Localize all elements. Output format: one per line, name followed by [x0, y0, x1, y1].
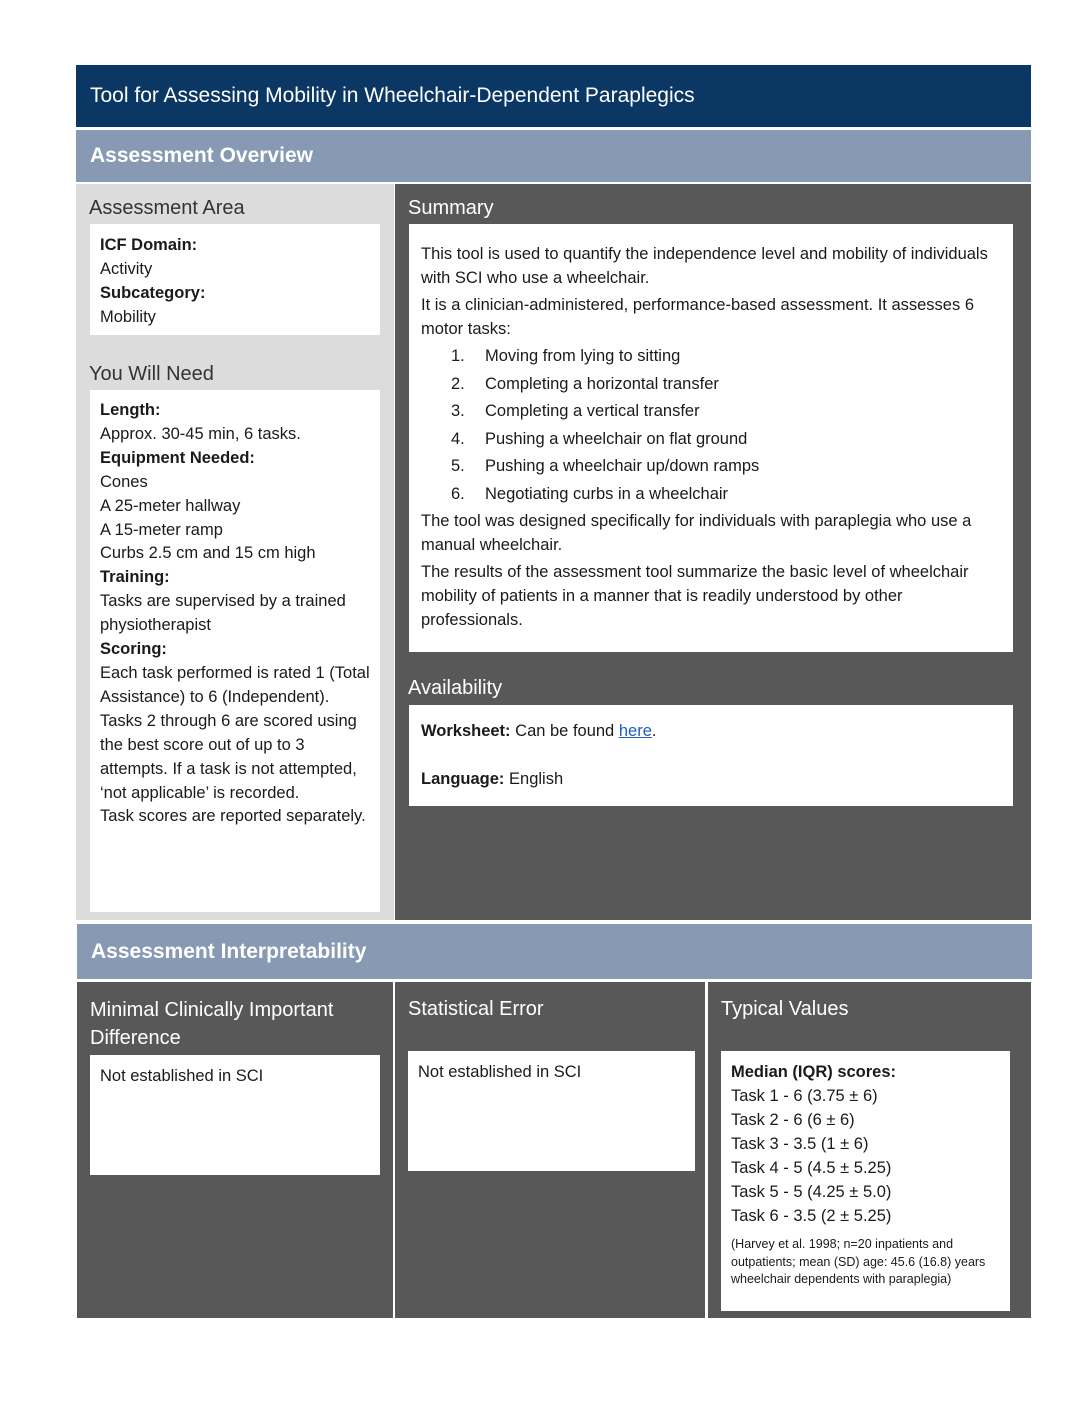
summary-box: [409, 224, 1013, 652]
icf-domain-label: ICF Domain:: [100, 236, 198, 254]
typical-value-row: Task 5 - 5 (4.25 ± 5.0): [731, 1183, 892, 1201]
list-item: 2. Completing a horizontal transfer: [451, 374, 719, 393]
summary-paragraph: The tool was designed specifically for individuals with paraplegia who use a manual wheelchair.: [421, 512, 972, 554]
worksheet-link[interactable]: here: [618, 722, 652, 740]
list-item: 4. Pushing a wheelchair on flat ground: [451, 429, 748, 448]
statistical-error-heading: Statistical Error: [408, 998, 544, 1020]
assessment-area-heading: Assessment Area: [89, 197, 245, 219]
page-title: Tool for Assessing Mobility in Wheelchair-Dependent Paraplegics: [76, 65, 1031, 127]
mcid-box: [90, 1055, 380, 1175]
typical-value-row: Task 4 - 5 (4.5 ± 5.25): [731, 1159, 892, 1177]
summary-heading: Summary: [408, 197, 494, 219]
typical-value-row: Task 6 - 3.5 (2 ± 5.25): [731, 1207, 892, 1225]
statistical-error-value: Not established in SCI: [418, 1063, 582, 1081]
training-label: Training:: [100, 568, 170, 587]
you-will-need-heading: You Will Need: [89, 363, 214, 385]
you-will-need-box: [90, 390, 380, 912]
equipment-item: Cones: [100, 472, 148, 491]
scoring-label: Scoring:: [100, 640, 167, 659]
list-item: 3. Completing a vertical transfer: [451, 402, 700, 420]
list-item: 1. Moving from lying to sitting: [451, 347, 681, 365]
motor-task-list: [421, 344, 1001, 506]
typical-values-citation: (Harvey et al. 1998; n=20 inpatients and outpatients; mean (SD) age: 45.6 (16.8) years wheelchair dependents with paraplegia): [731, 1237, 986, 1286]
equipment-item: Curbs 2.5 cm and 15 cm high: [100, 544, 316, 563]
language-line: Language: English: [421, 770, 564, 788]
length-label: Length:: [100, 401, 161, 419]
list-item: 6. Negotiating curbs in a wheelchair: [451, 484, 729, 503]
section-heading-interpretability: Assessment Interpretability: [77, 924, 1032, 979]
icf-domain-value: Activity: [100, 260, 153, 278]
mcid-value: Not established in SCI: [100, 1067, 264, 1085]
subcategory-value: Mobility: [100, 308, 156, 326]
equipment-label: Equipment Needed:: [100, 448, 255, 467]
typical-values-heading: Typical Values: [721, 998, 849, 1020]
availability-box: [409, 705, 1013, 806]
typical-value-row: Task 3 - 3.5 (1 ± 6): [731, 1135, 869, 1153]
worksheet-line: Worksheet: Can be found here.: [421, 722, 657, 740]
summary-paragraph: This tool is used to quantify the independence level and mobility of individuals with SCI who use a wheelchair.: [421, 245, 988, 287]
scoring-text: Each task performed is rated 1 (Total Assistance) to 6 (Independent).: [100, 663, 370, 706]
length-value: Approx. 30-45 min, 6 tasks.: [100, 424, 301, 443]
typical-values-box: [721, 1051, 1010, 1311]
list-item: 5. Pushing a wheelchair up/down ramps: [451, 457, 760, 475]
typical-values-label: Median (IQR) scores:: [731, 1063, 897, 1081]
mcid-heading: Minimal Clinically Important Difference: [90, 999, 334, 1049]
section-heading-overview: Assessment Overview: [76, 130, 1031, 182]
typical-value-row: Task 1 - 6 (3.75 ± 6): [731, 1087, 878, 1105]
scoring-text: Tasks 2 through 6 are scored using the best score out of up to 3 attempts. If a task is not attempted, ‘not applicable’ is recorded.: [100, 711, 357, 802]
equipment-item: A 15-meter ramp: [100, 520, 223, 539]
assessment-area-box: [90, 224, 380, 335]
availability-heading: Availability: [408, 677, 503, 699]
typical-value-row: Task 2 - 6 (6 ± 6): [731, 1111, 855, 1129]
scoring-text: Task scores are reported separately.: [100, 807, 366, 826]
summary-paragraph: It is a clinician-administered, performance-based assessment. It assesses 6 motor tasks:: [421, 296, 974, 338]
subcategory-label: Subcategory:: [100, 284, 206, 302]
training-value: Tasks are supervised by a trained physiotherapist: [100, 592, 346, 635]
summary-paragraph: The results of the assessment tool summarize the basic level of wheelchair mobility of patients in a manner that is readily understood by other professionals.: [421, 563, 969, 629]
error-box: [408, 1051, 695, 1171]
equipment-item: A 25-meter hallway: [100, 496, 241, 515]
